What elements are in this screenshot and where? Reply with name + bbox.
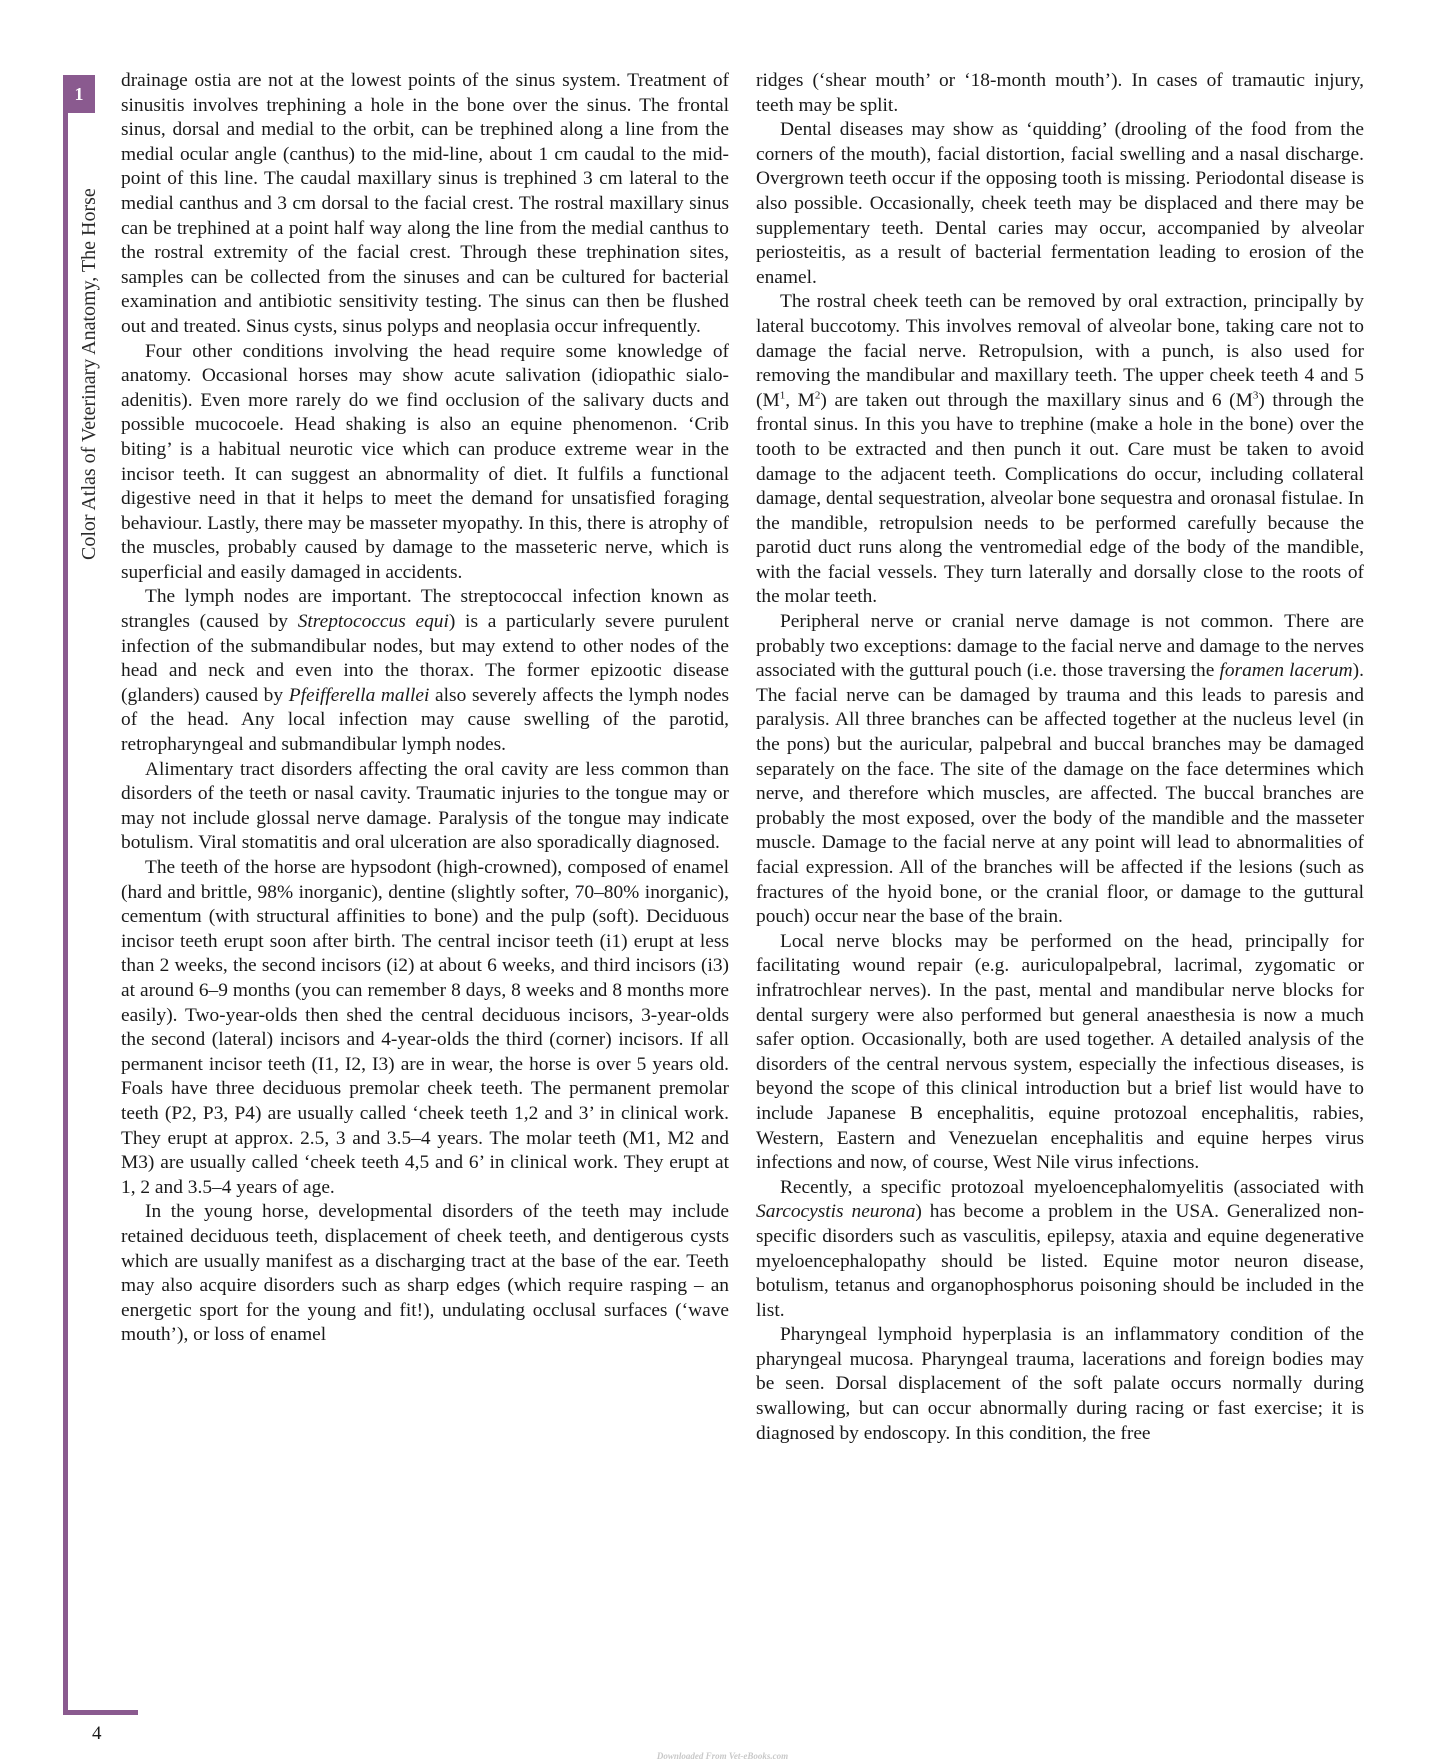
chapter-tab: 1 (63, 75, 95, 113)
paragraph: Recently, a specific protozoal myeloencephalomyelitis (associated with Sarcocystis neurona) has become a problem in the USA. Generalized non-specific disorders such as vasculitis, epilepsy, ataxia and equine degenerative myeloencephalopathy should be listed. Equine motor neuron disease, botulism, tetanus and organophosphorus poisoning should be included in the list. (756, 1176, 1364, 1321)
paragraph: In the young horse, developmental disorders of the teeth may include retained deciduous teeth, displacement of cheek teeth, and dentigerous cysts which are usually manifest as a discharging tract at the base of the ear. Teeth may also acquire disorders such as sharp edges (which require rasping – an energetic sport for the young and fit!), undulating occlusal surfaces (‘wave mouth’), or loss of enamel (121, 1201, 729, 1346)
running-head (78, 130, 98, 560)
page-number: 4 (92, 1723, 102, 1744)
running-head-text: Color Atlas of Veterinary Anatomy, The Horse (78, 188, 100, 560)
left-column (121, 69, 729, 1348)
paragraph: Local nerve blocks may be performed on the head, principally for facilitating wound repair (e.g. auriculopalpebral, lacrimal, zygomatic or infratrochlear nerves). In the past, mental and mandibular nerve blocks for dental surgery were also performed but general anaesthesia is now a much safer option. Occasionally, both are used together. A detailed analysis of the disorders of the central nervous system, especially the infectious diseases, is beyond the scope of this clinical introduction but a brief list would have to include Japanese B encephalitis, equine protozoal encephalitis, rabies, Western, Eastern and Venezuelan encephalitis and equine herpes virus infections and now, of course, West Nile virus infections. (756, 930, 1364, 1174)
paragraph: Dental diseases may show as ‘quidding’ (drooling of the food from the corners of the mouth), facial distortion, facial swelling and a nasal discharge. Overgrown teeth occur if the opposing tooth is missing. Periodontal disease is also possible. Occasionally, cheek teeth may be displaced and there may be supplementary teeth. Dental caries may occur, accompanied by alveolar periosteitis, as a result of bacterial fermentation leading to erosion of the enamel. (756, 119, 1364, 288)
paragraph: Four other conditions involving the head require some knowledge of anatomy. Occasional horses may show acute salivation (idiopathic sialo-adenitis). Even more rarely do we find occlusion of the salivary ducts and possible mucocoele. Head shaking is also an equine phenomenon. ‘Crib biting’ is a habitual neurotic vice which can produce extreme wear in the incisor teeth. It can suggest an abnormality of diet. It fulfils a functional digestive need in that it helps to meet the demand for unsatisfied foraging behaviour. Lastly, there may be masseter myopathy. In this, there is atrophy of the muscles, probably caused by damage to the masseteric nerve, which is superficial and easily damaged in accidents. (121, 340, 729, 583)
paragraph: Pharyngeal lymphoid hyperplasia is an inflammatory condition of the pharyngeal mucosa. Pharyngeal trauma, lacerations and foreign bodies may be seen. Dorsal displacement of the soft palate occurs normally during swallowing, but can occur abnormally during racing or fast exercise; it is diagnosed by endoscopy. In this condition, the free (756, 1324, 1364, 1444)
paragraph: ridges (‘shear mouth’ or ‘18-month mouth’). In cases of tramautic injury, teeth may be split. (756, 70, 1364, 116)
paragraph: The rostral cheek teeth can be removed by oral extraction, principally by lateral buccotomy. This involves removal of alveolar bone, taking care not to damage the facial nerve. Retropulsion, with a punch, is also used for removing the mandibular and maxillary teeth. The upper cheek teeth 4 and 5 ($M^1$, $M^2$) are taken out through the maxillary sinus and 6 $(M^3)$ through the frontal sinus. In this you have to trephine (make a hole in the bone) over the tooth to be extracted and then punch it out. Care must be taken to avoid damage to the adjacent teeth. Complications do occur, including collateral damage, dental sequestration, alveolar bone sequestra and oronasal fistulae. In the mandible, retropulsion needs to be performed carefully because the parotid duct runs along the ventromedial edge of the body of the mandible, with the facial vessels. They turn laterally and dorsally close to the roots of the molar teeth. (756, 291, 1365, 608)
paragraph: The lymph nodes are important. The streptococcal infection known as strangles (caused by Streptococcus equi) is a particularly severe purulent infection of the submandibular nodes, but may extend to other nodes of the head and neck and even into the thorax. The former epizootic disease (glanders) caused by Pfeifferella mallei also severely affects the lymph nodes of the head. Any local infection may cause swelling of the parotid, retropharyngeal and submandibular lymph nodes. (121, 586, 729, 756)
paragraph: The teeth of the horse are hypsodont (high-crowned), composed of enamel (hard and brittle, 98% inorganic), dentine (slightly softer, 70–80% inorganic), cementum (with structural affinities to bone) and the pulp (soft). Deciduous incisor teeth erupt soon after birth. The central incisor teeth (i1) erupt at less than 2 weeks, the second incisors (i2) at about 6 weeks, and third incisors (i3) at around 6–9 months (you can remember 8 days, 8 weeks and 8 months more easily). Two-year-olds then shed the central deciduous incisors, 3-year-olds the second (lateral) incisors and 4-year-olds the third (corner) incisors. If all permanent incisor teeth (I1, I2, I3) are in wear, the horse is over 5 years old. Foals have three deciduous premolar cheek teeth. The permanent premolar teeth (P2, P3, P4) are usually called ‘cheek teeth 1,2 and 3’ in clinical work. They erupt at approx. 2.5, 3 and 3.5–4 years. The molar teeth (M1, M2 and M3) are usually called ‘cheek teeth 4,5 and 6’ in clinical work. They erupt at 1, 2 and 3.5–4 years of age. (121, 857, 729, 1198)
paragraph: Peripheral nerve or cranial nerve damage is not common. There are probably two exceptions: damage to the facial nerve and damage to the nerves associated with the guttural pouch (i.e. those traversing the foramen lacerum). The facial nerve can be damaged by trauma and this leads to paresis and paralysis. All three branches can be affected together at the nucleus level (in the pons) but the auricular, palpebral and buccal branches may be damaged separately on the face. The site of the damage on the face determines which nerve, and therefore which muscles, are affected. The buccal branches are probably the most exposed, over the body of the mandible and the masseter muscle. Damage to the facial nerve at any point will lead to abnormalities of facial expression. All of the branches will be affected if the lesions (such as fractures of the hyoid bone, or the cranial floor, or damage to the guttural pouch) occur near the base of the brain. (756, 611, 1364, 928)
watermark: Downloaded From Vet-eBooks.com (656, 1751, 789, 1761)
right-column (756, 69, 1364, 1446)
paragraph: Alimentary tract disorders affecting the oral cavity are less common than disorders of the teeth or nasal cavity. Traumatic injuries to the tongue may or may not include glossal nerve damage. Paralysis of the tongue may indicate botulism. Viral stomatitis and oral ulceration are also sporadically diagnosed. (121, 758, 729, 854)
margin-rule (63, 75, 68, 1715)
paragraph: drainage ostia are not at the lowest points of the sinus system. Treatment of sinusitis involves trephining a hole in the bone over the sinus. The frontal sinus, dorsal and medial to the orbit, can be trephined along a line from the medial ocular angle (canthus) to the mid-line, about 1 cm caudal to the mid-point of this line. The caudal maxillary sinus is trephined 3 cm lateral to the medial canthus and 3 cm dorsal to the facial crest. The rostral maxillary sinus can be trephined at a point half way along the line from the medial canthus to the rostral extremity of the facial crest. Through these trephination sites, samples can be collected from the sinuses and can be cultured for bacterial examination and antibiotic sensitivity testing. The sinus can then be flushed out and treated. Sinus cysts, sinus polyps and neoplasia occur infrequently. (121, 70, 729, 337)
margin-rule-foot (63, 1710, 138, 1715)
